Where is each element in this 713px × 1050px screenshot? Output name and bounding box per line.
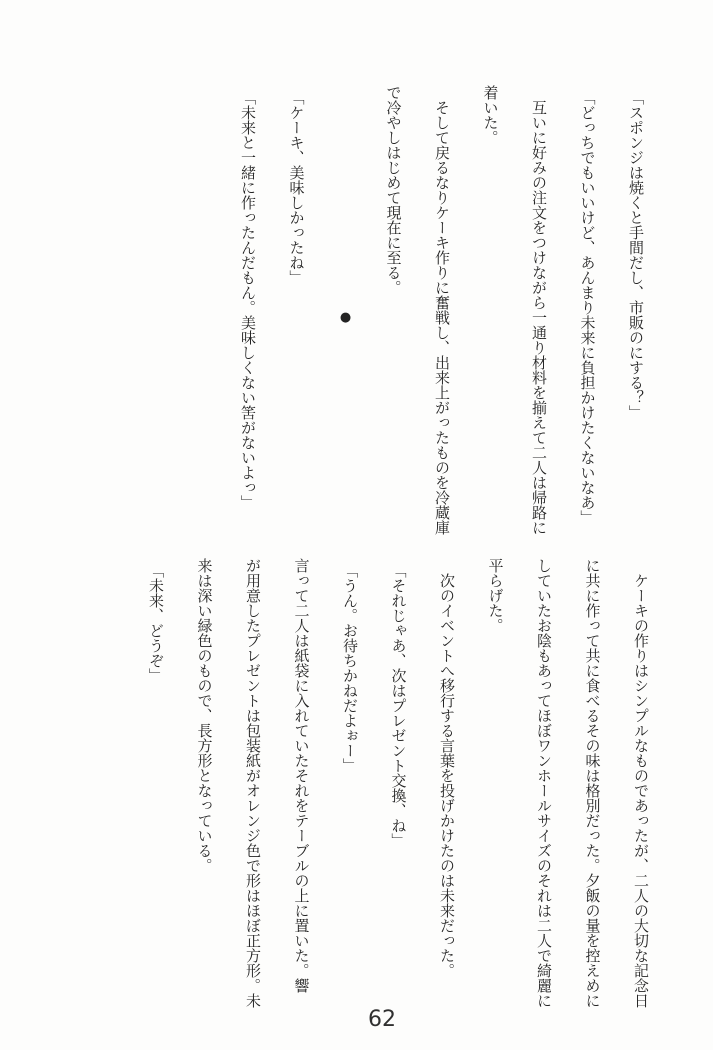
text-column: 「どっちでもいいけど、あんまり未来に負担かけたくないなあ」 (578, 90, 597, 525)
text-column: 着いた。 (481, 85, 500, 145)
text-column: していたお陰もあってほぼワンホールサイズのそれは二人で綺麗に (535, 558, 553, 1008)
text-column: 「ケーキ、美味しかったね」 (287, 90, 306, 285)
text-column: 「うん。お待ちかねだよぉー」 (341, 563, 359, 773)
scene-break-icon: ● (338, 310, 353, 325)
text-column: 「スポンジは焼くと手間だし、市販のにする？」 (627, 90, 645, 420)
text-column: 互いに好みの注文をつけながら一通り材料を揃えて二人は帰路に (530, 100, 548, 535)
text-block-bottom (131, 558, 665, 1023)
text-block-top (126, 85, 660, 550)
page-number: 62 (368, 1007, 396, 1032)
text-column: そして戻るなりケーキ作りに奮戦し、出来上がったものを冷蔵庫 (433, 100, 451, 535)
text-column: 「未来と一緒に作ったんだもん。美味しくない筈がないよっ」 (239, 90, 257, 510)
text-column: ケーキの作りはシンプルなものであったが、二人の大切な記念日 (632, 573, 650, 1008)
text-column: に共に作って共に食べるその味は格別だった。夕飯の量を控えめに (583, 558, 602, 1008)
text-column: 平らげた。 (486, 558, 505, 633)
text-column: 次のイベントへ移行する言葉を投げかけたのは未来だった。 (438, 573, 456, 978)
text-column: 来は深い緑色のもので、長方形となっている。 (195, 558, 214, 873)
text-column: 「それじゃあ、次はプレゼント交換、ね」 (389, 563, 408, 848)
text-column: 「未来、どうぞ」 (147, 563, 165, 683)
text-column: 言って二人は紙袋に入れていたそれをテーブルの上に置いた。響 (292, 558, 311, 993)
text-column: が用意したプレゼントは包装紙がオレンジ色で形はほぼ正方形。未 (244, 558, 262, 1008)
text-column: で冷やしはじめて現在に至る。 (384, 85, 403, 295)
